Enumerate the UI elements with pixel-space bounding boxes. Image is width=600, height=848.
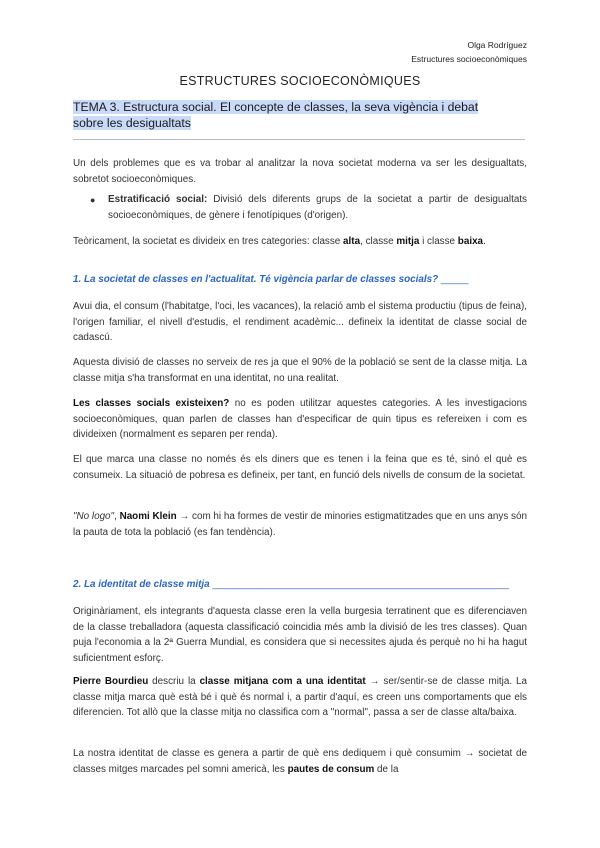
section-2-paragraph-2	[73, 674, 527, 721]
section-1-p5-text: → com hi ha formes de vestir de minories estigmatitzades que en uns anys són la pauta de tota la població (es fan tendència).	[73, 511, 527, 538]
intro-p2-text-b: , classe	[360, 236, 397, 247]
section-1-p3-text: no es poden utilitzar aquestes categories. A les investigacions socioeconòmiques, quan parlen de classes han d'especificar de quin tipus es refereixen i com es divideixen (normalment es separen per renda).	[73, 398, 527, 440]
class-mitja: mitja	[396, 236, 420, 247]
section-2-p3-text-a: La nostra identitat de classe es genera a partir de què ens dediquem i què consumim → societat de classes mitges marcades pel somni americà, les	[73, 748, 527, 775]
section-2-underline: ______________________________________________________	[209, 579, 509, 590]
book-title-no-logo: "No logo"	[73, 511, 115, 522]
document-title: ESTRUCTURES SOCIOECONÒMIQUES	[179, 74, 421, 88]
tema-label: TEMA 3.	[73, 100, 120, 114]
intro-p2-text-a: Teòricament, la societat es divideix en tres categories: classe	[73, 236, 344, 247]
class-baixa: baixa	[457, 236, 484, 247]
intro-paragraph-2	[73, 234, 527, 250]
bullet-definition: Divisió dels diferents grups de la societat a partir de desigualtats socioeconòmiques, de gènere i fenotípiques (d'origen).	[108, 194, 527, 221]
section-1-paragraph-4: El que marca una classe no només és els diners que es tenen i la feina que es té, sinó el què es consumeix. La situació de pobresa es defineix, per tant, en funció dels nivells de consum de la societat.	[73, 454, 527, 481]
section-2-p2-text-a: descriu la	[148, 676, 200, 687]
section-2-heading	[73, 579, 528, 590]
section-1-heading	[73, 274, 528, 285]
section-1-p3-question: Les classes socials existeixen?	[73, 398, 230, 409]
intro-p2-text-d: .	[483, 236, 486, 247]
tema-heading	[73, 99, 528, 131]
heading-divider	[73, 139, 525, 140]
page-header	[411, 38, 527, 66]
section-1-paragraph-5	[73, 509, 527, 540]
section-2-p2-bold: classe mitjana com a una identitat	[199, 676, 366, 687]
bullet-estratificacio	[108, 192, 527, 223]
section-1-paragraph-3	[73, 396, 527, 443]
class-alta: alta	[343, 236, 361, 247]
section-2-paragraph-3	[73, 746, 527, 777]
intro-p2-text-c: i classe	[419, 236, 458, 247]
section-1-paragraph-1: Avui dia, el consum (l'habitatge, l'oci, les vacances), la relació amb el sistema productiu (tipus de feina), l'origen familiar, el nivell d'estudis, el rendiment acadèmic... defineix la identitat de classe social de cadascú.	[73, 301, 527, 343]
author-pierre-bourdieu: Pierre Bourdieu	[73, 676, 149, 687]
section-2-paragraph-1: Originàriament, els integrants d'aquesta classe eren la vella burgesia terratinent que es diferenciaven de la classe treballadora (aquesta classificació coincidia més amb la divisió de les tres classes). Quan puja l'economia a la 2ª Guerra Mundial, es considera que si necessites ajuda és perquè no hi ha hagut suficientment esforç.	[73, 606, 527, 664]
section-1-paragraph-2: Aquesta divisió de classes no serveix de res ja que el 90% de la població se sent de la classe mitja. La classe mitja s'ha transformat en una identitat, no una realitat.	[73, 357, 527, 384]
intro-paragraph-1: Un dels problemes que es va trobar al analitzar la nova societat moderna va ser les desigualtats, sobretot socioeconòmiques.	[73, 158, 527, 185]
section-1-p5-sep: ,	[114, 511, 120, 522]
author-naomi-klein: Naomi Klein	[119, 511, 177, 522]
section-1-title: 1. La societat de classes en l'actualitat. Té vigència parlar de classes socials?	[73, 274, 439, 285]
header-author: Olga Rodríguez	[467, 40, 527, 50]
bullet-dot-icon: ●	[90, 195, 96, 205]
section-2-title: 2. La identitat de classe mitja	[73, 579, 210, 590]
header-subject: Estructures socioeconòmiques	[411, 54, 527, 64]
section-1-underline: _____	[438, 274, 469, 285]
section-2-p3-text-b: de la	[374, 763, 399, 775]
tema-title-line1: Estructura social. El concepte de classes, la seva vigència i debat	[119, 100, 479, 114]
section-2-p2-text-b: → ser/sentir-se de classe mitja. La classe mitja marca què està bé i què és normal i, a partir d'aquí, es creen uns comportaments que els diferencien. Tot allò que la classe mitja no classifica com a "normal", passa a ser de classe alta/baixa.	[73, 676, 527, 718]
bullet-term: Estratificació social:	[108, 194, 208, 205]
section-2-p3-bold: pautes de consum	[287, 763, 375, 775]
tema-title-line2: sobre les desigualtats	[73, 116, 191, 130]
